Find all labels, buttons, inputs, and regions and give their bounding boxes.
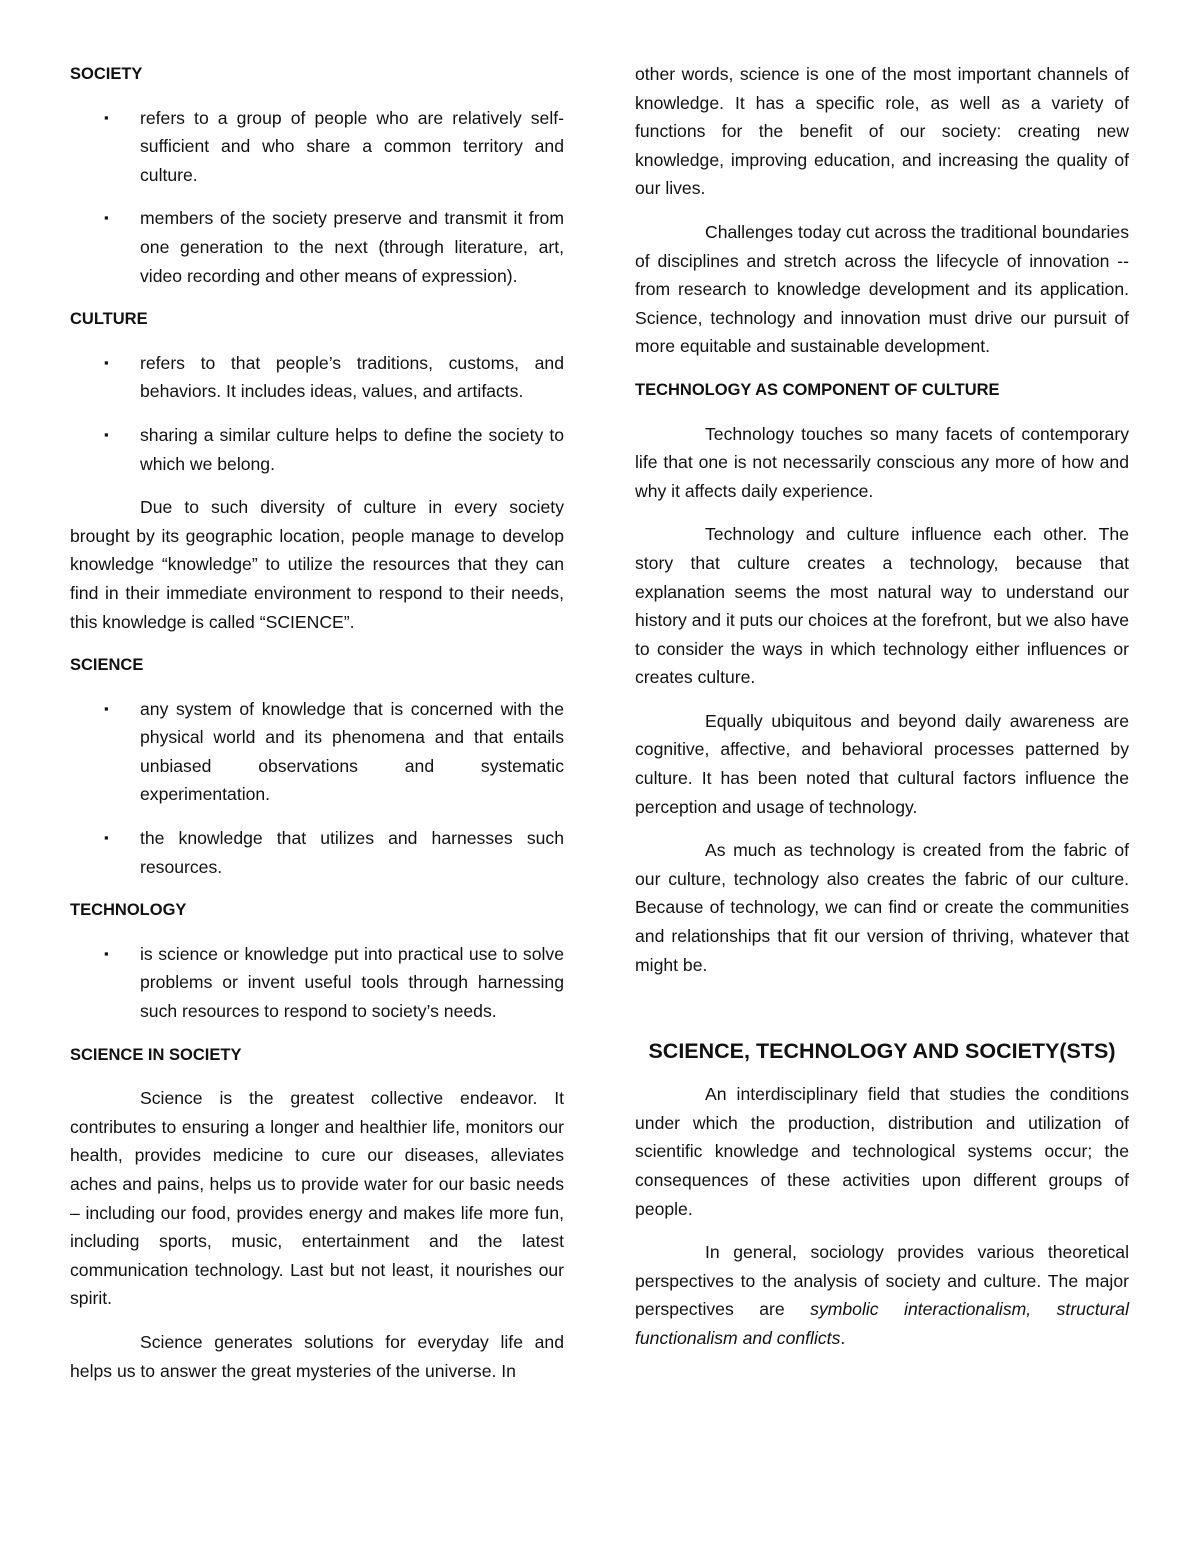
culture-bullet-list xyxy=(70,349,564,478)
culture-paragraph: Due to such diversity of culture in every society brought by its geographic location, people manage to develop knowledge “knowledge” to utilize the resources that they can find in their immediate environment to respond to their needs, this knowledge is called “SCIENCE”. xyxy=(70,497,564,632)
heading-society: SOCIETY xyxy=(70,65,143,83)
list-item: ▪ the knowledge that utilizes and harnesses such resources. xyxy=(70,824,564,881)
list-item: ▪ refers to that people’s traditions, customs, and behaviors. It includes ideas, values, and artifacts. xyxy=(70,349,564,406)
continuation-paragraph: other words, science is one of the most important channels of knowledge. It has a specific role, as well as a variety of functions for the benefit of our society: creating new knowledge, improving education, and increasing the quality of our lives. xyxy=(635,64,1129,199)
tech-culture-paragraph-3: Equally ubiquitous and beyond daily awareness are cognitive, affective, and behavioral processes patterned by culture. It has been noted that cultural factors influence the perception and usage of technology. xyxy=(635,710,1129,817)
heading-technology-as-component-of-culture: TECHNOLOGY AS COMPONENT OF CULTURE xyxy=(635,380,1000,399)
tech-culture-paragraph-4: As much as technology is created from the fabric of our culture, technology also creates the fabric of our culture. Because of technology, we can find or create the communities and relationships that fit our version of thriving, whatever that might be. xyxy=(635,840,1129,975)
sts-paragraph-2-text: In general, sociology provides various theoretical perspectives to the analysis of society and culture. The major perspectives are xyxy=(635,1242,1129,1320)
sts-paragraph-2-end: . xyxy=(840,1327,846,1348)
tech-culture-paragraph-2: Technology and culture influence each other. The story that culture creates a technology, because that explanation seems the most natural way to understand our history and it puts our choices at the forefront, but we also have to consider the ways in which technology either influences or creates culture. xyxy=(635,524,1129,688)
technology-bullet-list xyxy=(70,940,564,1026)
science-in-society-paragraph-1: Science is the greatest collective endeavor. It contributes to ensuring a longer and healthier life, monitors our health, provides medicine to cure our diseases, alleviates aches and pains, helps us to provide water for our basic needs – including our food, provides energy and makes life more fun, including sports, music, entertainment and the latest communication technology. Last but not least, it nourishes our spirit. xyxy=(70,1088,564,1309)
challenges-paragraph: Challenges today cut across the traditional boundaries of disciplines and stretch across the lifecycle of innovation -- from research to knowledge development and its application. Science, technology and innovation must drive our pursuit of more equitable and sustainable development. xyxy=(635,221,1129,357)
heading-science: SCIENCE xyxy=(70,656,144,675)
left-column xyxy=(70,60,564,1400)
sts-paragraph-1: An interdisciplinary field that studies the conditions under which the production, distribution and utilization of scientific knowledge and technological systems occur; the consequences of these activities upon different groups of people. xyxy=(635,1084,1129,1219)
sts-section-title: SCIENCE, TECHNOLOGY AND SOCIETY(STS) xyxy=(648,1039,1116,1064)
section-spacer xyxy=(635,994,1129,1036)
sts-perspectives-italic: symbolic interactionalism, structural functionalism and conflicts xyxy=(635,1299,1129,1348)
sts-paragraph-2 xyxy=(635,1238,1129,1352)
science-bullet-list xyxy=(70,695,564,882)
list-item: ▪ sharing a similar culture helps to define the society to which we belong. xyxy=(70,421,564,478)
list-item: ▪ is science or knowledge put into practical use to solve problems or invent useful tools through harnessing such resources to respond to society’s needs. xyxy=(70,940,564,1026)
list-item: ▪ any system of knowledge that is concerned with the physical world and its phenomena and that entails unbiased observations and systematic experimentation. xyxy=(70,695,564,809)
tech-culture-paragraph-1: Technology touches so many facets of contemporary life that one is not necessarily conscious any more of how and why it affects daily experience. xyxy=(635,423,1129,501)
heading-science-in-society: SCIENCE IN SOCIETY xyxy=(70,1045,242,1064)
right-column xyxy=(635,60,1129,1368)
heading-culture: CULTURE xyxy=(70,310,148,329)
list-item: ▪ refers to a group of people who are relatively self-sufficient and who share a common territory and culture. xyxy=(70,104,564,190)
heading-technology: TECHNOLOGY xyxy=(70,901,187,920)
science-in-society-paragraph-2: Science generates solutions for everyday life and helps us to answer the great mysteries of the universe. In xyxy=(70,1331,564,1381)
society-bullet-list xyxy=(70,104,564,291)
list-item: ▪ members of the society preserve and transmit it from one generation to the next (through literature, art, video recording and other means of expression). xyxy=(70,204,564,290)
